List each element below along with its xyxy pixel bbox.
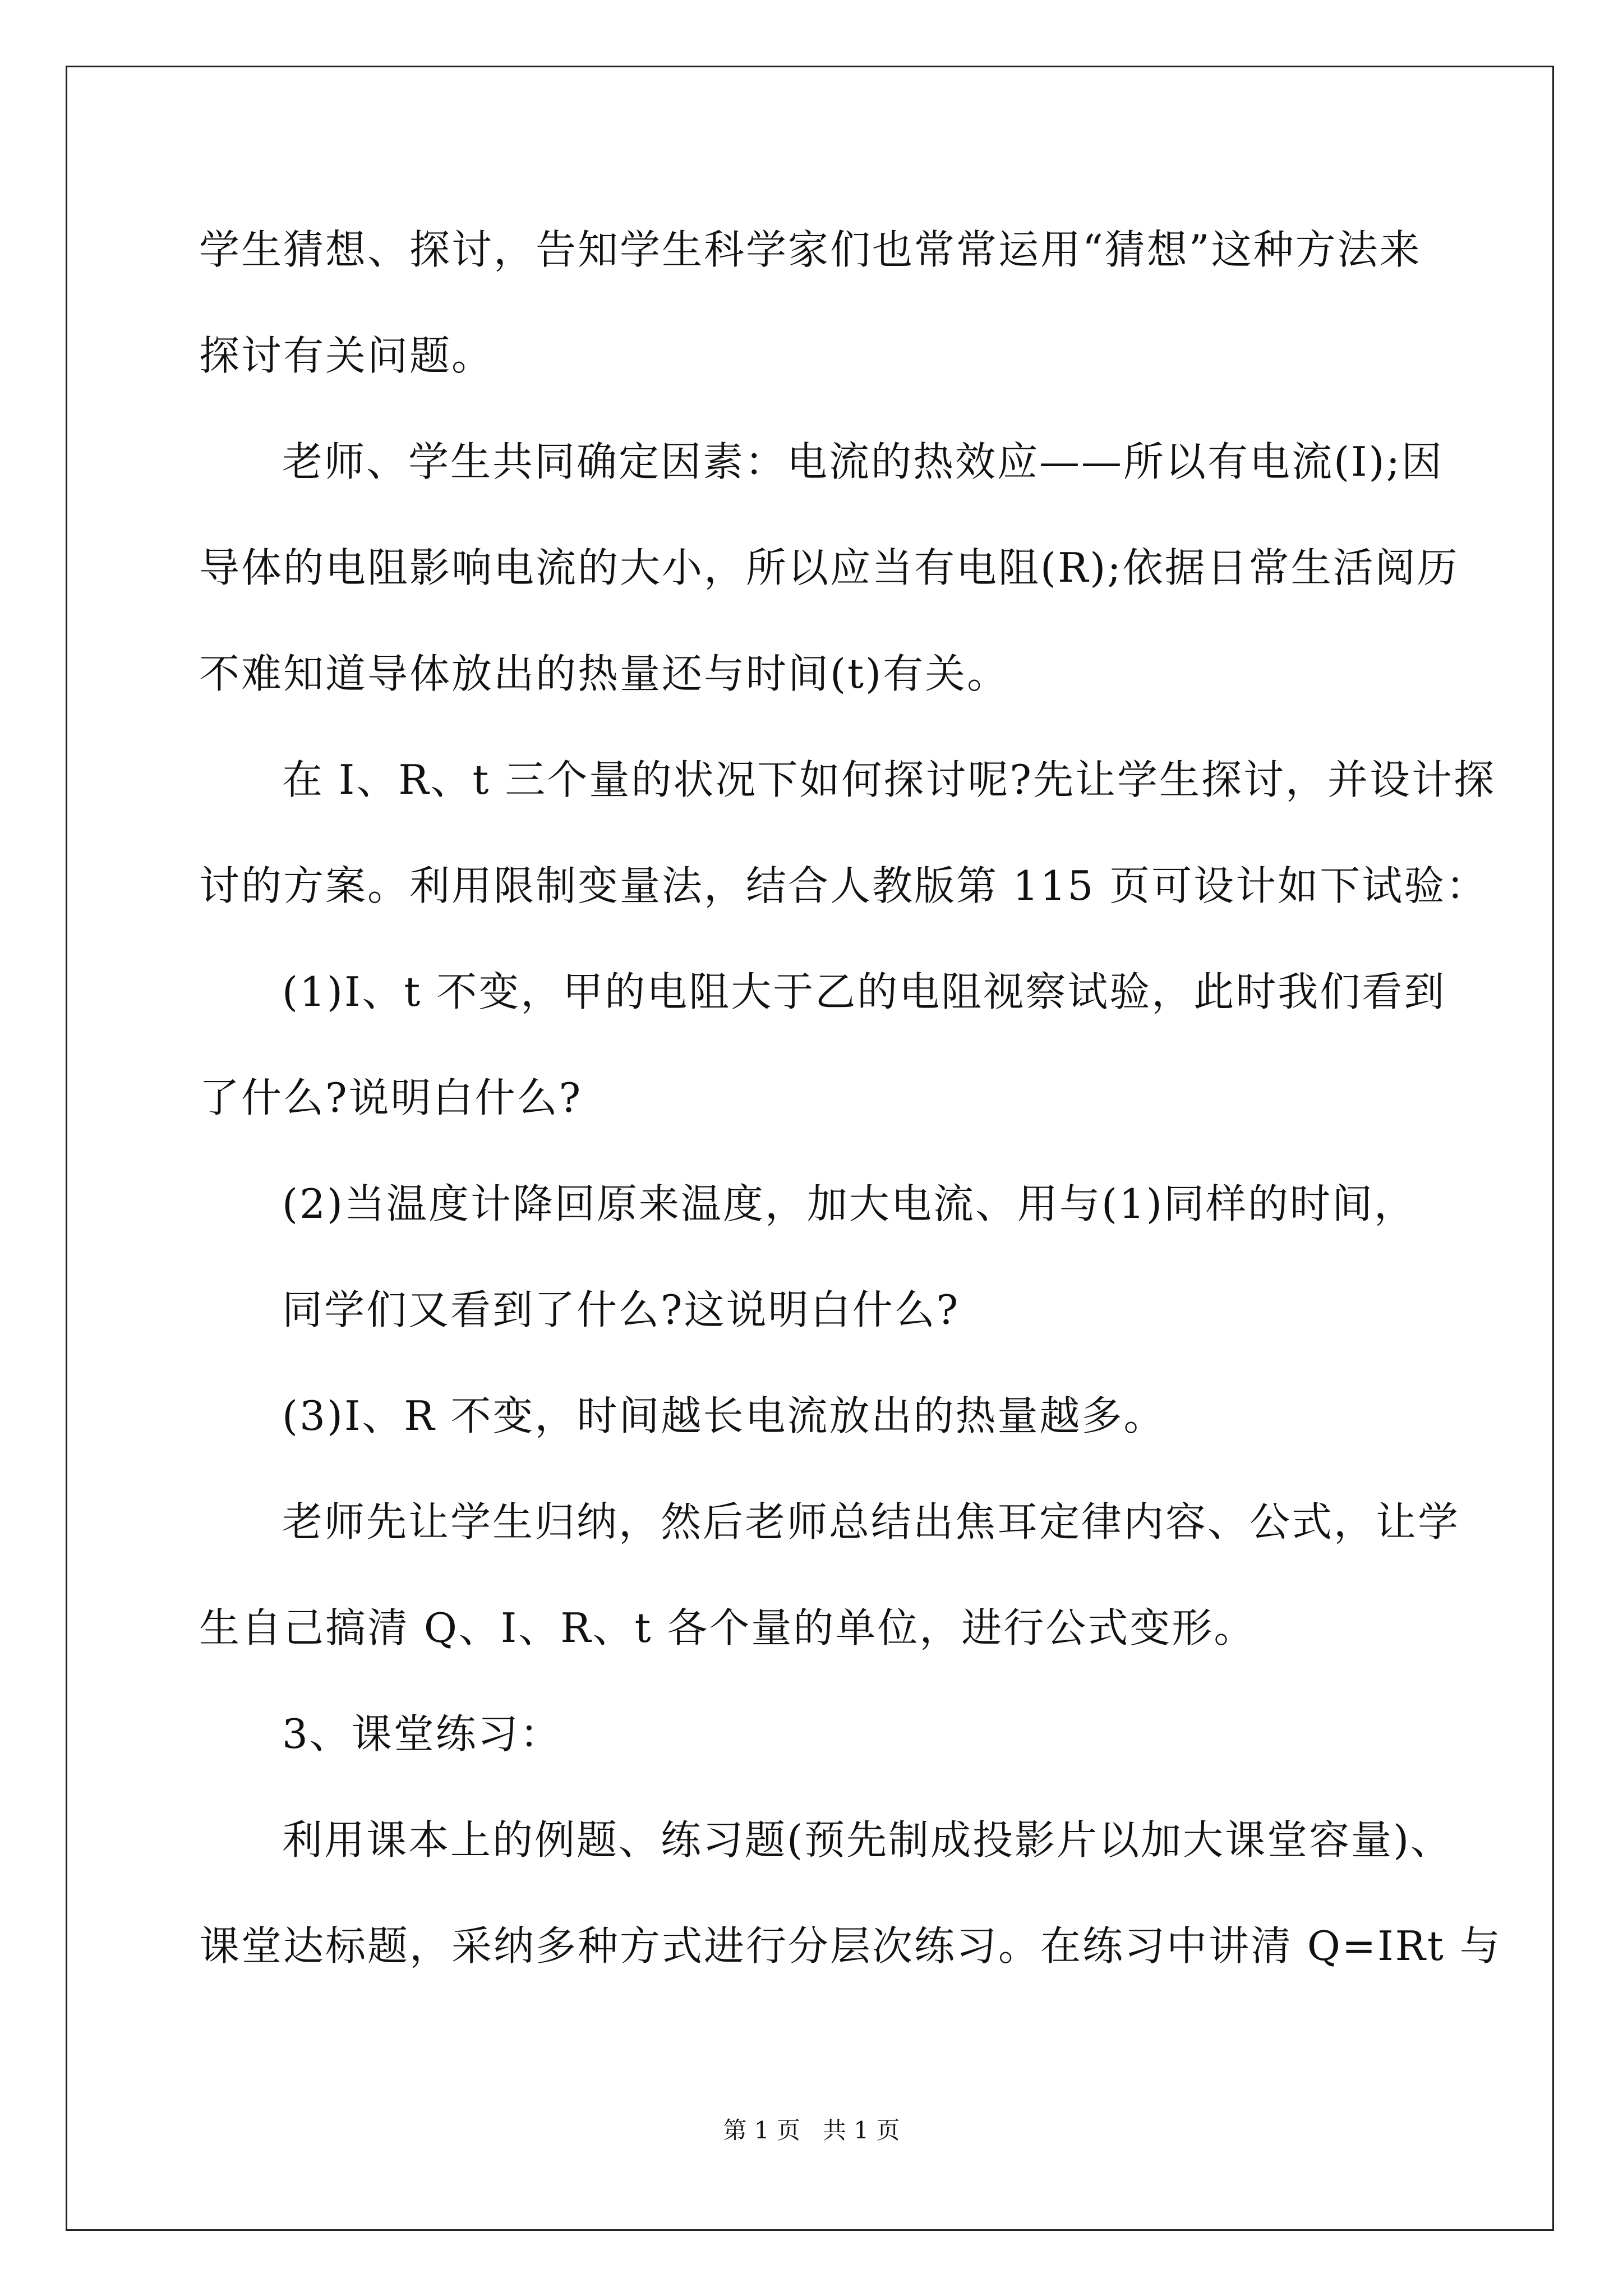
text-line-3: 老师、学生共同确定因素：电流的热效应——所以有电流(I);因 — [282, 438, 1444, 485]
text-line-12: (3)I、R 不变，时间越长电流放出的热量越多。 — [282, 1392, 1166, 1439]
text-line-4: 导体的电阻影响电流的大小，所以应当有电阻(R);依据日常生活阅历 — [199, 544, 1459, 591]
text-line-10: (2)当温度计降回原来温度，加大电流、用与(1)同样的时间， — [282, 1180, 1416, 1227]
text-line-17: 课堂达标题，采纳多种方式进行分层次练习。在练习中讲清 Q=IRt 与 — [199, 1922, 1502, 1970]
text-line-2: 探讨有关问题。 — [199, 332, 494, 379]
text-line-5: 不难知道导体放出的热量还与时间(t)有关。 — [199, 650, 1009, 697]
text-line-9: 了什么?说明白什么? — [199, 1074, 583, 1121]
text-line-14: 生自己搞清 Q、I、R、t 各个量的单位，进行公式变形。 — [199, 1604, 1256, 1651]
page-footer: 第 1 页 共 1 页 — [723, 2116, 900, 2144]
text-line-6: 在 I、R、t 三个量的状况下如何探讨呢?先让学生探讨，并设计探 — [282, 756, 1496, 803]
text-line-1: 学生猜想、探讨，告知学生科学家们也常常运用“猜想”这种方法来 — [199, 226, 1422, 273]
text-line-11: 同学们又看到了什么?这说明白什么? — [282, 1286, 960, 1333]
text-line-16: 利用课本上的例题、练习题(预先制成投影片以加大课堂容量)、 — [282, 1816, 1453, 1864]
text-line-13: 老师先让学生归纳，然后老师总结出焦耳定律内容、公式，让学 — [282, 1498, 1460, 1545]
document-body — [199, 208, 1502, 2010]
text-line-15: 3、课堂练习： — [282, 1710, 562, 1757]
text-line-8: (1)I、t 不变，甲的电阻大于乙的电阻视察试验，此时我们看到 — [282, 968, 1446, 1015]
text-line-7: 讨的方案。利用限制变量法，结合人教版第 115 页可设计如下试验： — [199, 862, 1488, 909]
